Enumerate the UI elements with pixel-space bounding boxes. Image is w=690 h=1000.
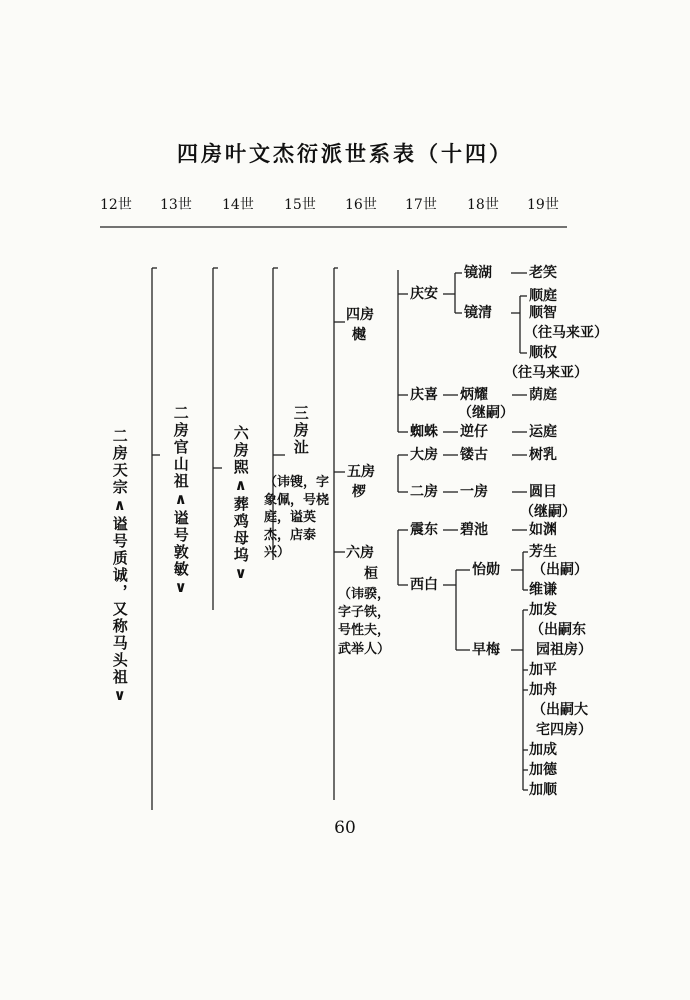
g19-name: 运庭: [529, 424, 557, 440]
g15-note: （讳锼，字象佩，号桡庭，谥英杰，店泰兴）: [264, 475, 330, 561]
g15-person: 三房沚: [291, 405, 310, 456]
g17-name: 庆安: [410, 286, 438, 302]
g16-name: 樾: [352, 327, 366, 343]
g17-name: 大房: [410, 447, 438, 463]
g19-name: 加舟: [529, 682, 557, 698]
gen-label: 15世: [284, 197, 316, 213]
g14-person: 六房𤋮∧葬鸡母坞∨: [231, 425, 250, 584]
g19-name: 加顺: [529, 782, 557, 798]
g19-name: 加平: [529, 662, 557, 678]
g17-name: 震东: [410, 522, 438, 538]
g19-name: 圆目: [529, 484, 557, 500]
gen-label: 19世: [527, 197, 559, 213]
gen-label: 17世: [405, 197, 437, 213]
g19-note: （往马来亚）: [524, 325, 608, 341]
g19-note: 园祖房）: [536, 642, 592, 658]
g19-name: 顺权: [529, 345, 557, 361]
g18-name: 炳耀: [460, 387, 488, 403]
g19-name: 加发: [529, 602, 557, 618]
g18-name: 一房: [460, 484, 488, 500]
g16-name: 桓: [364, 566, 378, 582]
g17-name: 庆喜: [410, 387, 438, 403]
g16-house: 五房: [347, 464, 375, 480]
g17-name: 二房: [410, 484, 438, 500]
g19-name: 加德: [529, 762, 557, 778]
g18-name: 碧池: [460, 522, 488, 538]
g16-house: 六房: [346, 545, 374, 561]
g12-person: 二房天宗∧谥号质诚，又称马头祖∨: [110, 428, 129, 706]
g19-note: （出嗣东: [530, 622, 586, 638]
g19-name: 荫庭: [529, 387, 557, 403]
g19-note: （出嗣大: [532, 702, 588, 718]
page-number: 60: [334, 818, 356, 838]
g18-note: （继嗣）: [458, 405, 514, 421]
g19-name: 树乳: [529, 447, 557, 463]
g19-name: 维谦: [529, 582, 557, 598]
g19-name: 顺庭: [529, 288, 557, 304]
g16-name: 椤: [352, 484, 366, 500]
g18-name: 早梅: [472, 642, 500, 658]
g19-name: 老笑: [529, 265, 557, 281]
g17-name: 西白: [410, 577, 438, 593]
g18-name: 镜湖: [464, 265, 492, 281]
g13-person: 二房官山祖∧谥号敦敏∨: [171, 405, 190, 598]
g19-name: 顺智: [529, 305, 557, 321]
g17-name: 蜘蛛: [410, 424, 438, 440]
gen-label: 13世: [160, 197, 192, 213]
g19-name: 如渊: [529, 522, 557, 538]
g18-name: 镜清: [464, 305, 492, 321]
page-title: 四房叶文杰衍派世系表（十四）: [177, 141, 513, 166]
g19-note: （继嗣）: [520, 504, 576, 520]
gen-label: 14世: [222, 197, 254, 213]
g16-house: 四房: [346, 307, 374, 323]
gen-label: 12世: [100, 197, 132, 213]
gen-label: 18世: [467, 197, 499, 213]
g18-name: 逆仔: [460, 424, 488, 440]
g19-note: 宅四房）: [536, 722, 592, 738]
g19-note: （出嗣）: [532, 562, 588, 578]
g19-name: 加成: [529, 742, 557, 758]
g19-note: （往马来亚）: [504, 365, 588, 381]
g18-name: 怡勋: [472, 562, 500, 578]
g18-name: 镂古: [460, 447, 488, 463]
g16-note: （讳骙，字子铁，号性夫，武举人）: [338, 587, 391, 657]
g19-name: 芳生: [529, 544, 557, 560]
gen-label: 16世: [345, 197, 377, 213]
